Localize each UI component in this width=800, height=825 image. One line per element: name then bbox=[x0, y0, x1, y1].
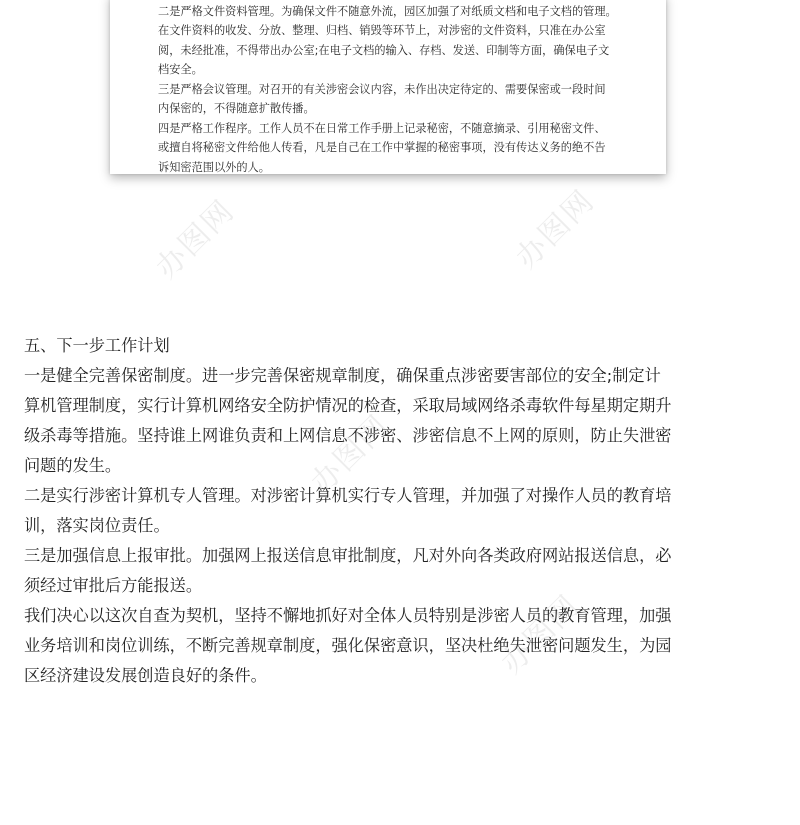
preview-line: 档安全。 bbox=[158, 63, 203, 76]
paragraph-line: 算机管理制度，实行计算机网络安全防护情况的检查，采取局域网络杀毒软件每星期定期升 bbox=[24, 396, 672, 415]
preview-line: 阅，未经批准，不得带出办公室;在电子文档的输入、存档、发送、印制等方面，确保电子文 bbox=[158, 43, 610, 57]
paragraph-line: 二是实行涉密计算机专人管理。对涉密计算机实行专人管理，并加强了对操作人员的教育培 bbox=[24, 486, 672, 505]
preview-line: 内保密的，不得随意扩散传播。 bbox=[158, 102, 315, 115]
watermark: 办图网 bbox=[494, 588, 587, 681]
paragraph-line: 我们决心以这次自查为契机，坚持不懈地抓好对全体人员特别是涉密人员的教育管理，加强 bbox=[24, 606, 672, 625]
preview-line: 二是严格文件资料管理。为确保文件不随意外流，园区加强了对纸质文档和电子文档的管理。 bbox=[158, 4, 617, 18]
document-body bbox=[24, 331, 784, 691]
paragraph-line: 一是健全完善保密制度。进一步完善保密规章制度，确保重点涉密要害部位的安全;制定计 bbox=[24, 366, 661, 385]
document-page-preview bbox=[110, 0, 666, 174]
watermark: 办图网 bbox=[509, 183, 602, 276]
watermark: 办图网 bbox=[149, 193, 242, 286]
preview-line: 或擅自将秘密文件给他人传看，凡是自己在工作中掌握的秘密事项，没有传达义务的绝不告 bbox=[158, 141, 606, 154]
paragraph-line: 三是加强信息上报审批。加强网上报送信息审批制度，凡对外向各类政府网站报送信息，必 bbox=[24, 546, 672, 565]
preview-line: 在文件资料的收发、分放、整理、归档、销毁等环节上，对涉密的文件资料，只准在办公室 bbox=[158, 24, 606, 37]
preview-line: 诉知密范围以外的人。 bbox=[158, 160, 270, 174]
preview-text bbox=[158, 0, 648, 177]
paragraph-line: 问题的发生。 bbox=[24, 456, 122, 475]
preview-line: 三是严格会议管理。对召开的有关涉密会议内容，未作出决定待定的、需要保密或一段时间 bbox=[158, 82, 606, 96]
paragraph-line: 业务培训和岗位训练，不断完善规章制度，强化保密意识，坚决杜绝失泄密问题发生，为园 bbox=[24, 636, 672, 655]
paragraph-line: 训，落实岗位责任。 bbox=[24, 516, 170, 535]
section-heading: 五、下一步工作计划 bbox=[24, 336, 170, 355]
paragraph-line: 须经过审批后方能报送。 bbox=[24, 576, 203, 595]
preview-line: 四是严格工作程序。工作人员不在日常工作手册上记录秘密，不随意摘录、引用秘密文件、 bbox=[158, 121, 606, 135]
paragraph-line: 级杀毒等措施。坚持谁上网谁负责和上网信息不涉密、涉密信息不上网的原则，防止失泄密 bbox=[24, 426, 672, 445]
paragraph-line: 区经济建设发展创造良好的条件。 bbox=[24, 666, 267, 685]
watermark: 办图网 bbox=[304, 408, 397, 501]
